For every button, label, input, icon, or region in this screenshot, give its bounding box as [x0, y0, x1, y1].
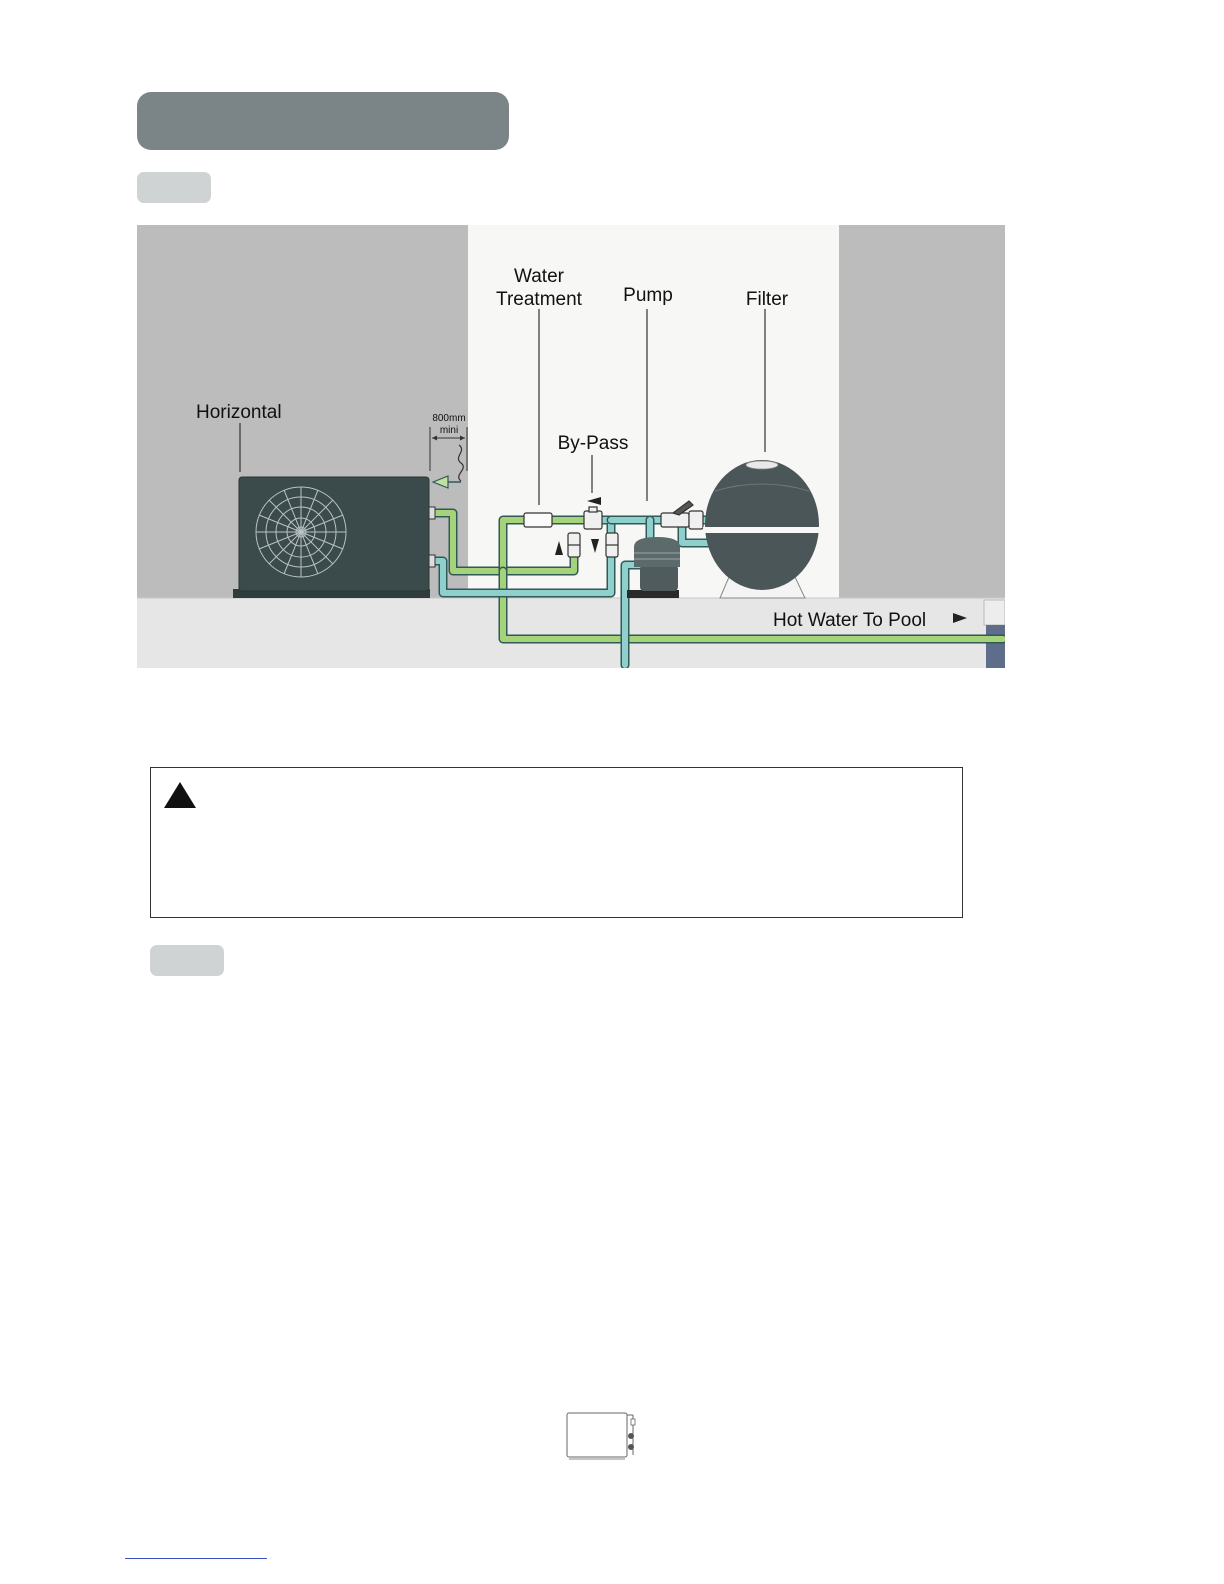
subsection-tag-2 [150, 945, 224, 976]
pool-edge [984, 600, 1005, 668]
label-water: Water [514, 266, 564, 287]
heat-pump-unit [233, 477, 435, 598]
label-bypass: By-Pass [557, 433, 629, 454]
wall-right [839, 225, 1005, 598]
section-header-bar [137, 92, 509, 150]
label-clearance-value: 800mm [432, 413, 466, 424]
footnote-rule [125, 1558, 267, 1559]
water-treatment-unit [524, 513, 552, 527]
label-treatment: Treatment [496, 289, 582, 310]
heat-pump-thumbnail-icon [565, 1411, 639, 1463]
subsection-tag-1 [137, 172, 211, 203]
floor [137, 598, 1005, 668]
label-hot-water: Hot Water To Pool [773, 610, 927, 631]
installation-diagram [137, 225, 1005, 668]
fan-icon [256, 487, 346, 577]
label-pump: Pump [623, 285, 673, 306]
label-clearance-note: mini [439, 425, 459, 436]
warning-box [150, 767, 963, 918]
label-horizontal: Horizontal [196, 402, 282, 423]
label-filter: Filter [745, 289, 789, 310]
warning-triangle-icon [163, 781, 197, 809]
